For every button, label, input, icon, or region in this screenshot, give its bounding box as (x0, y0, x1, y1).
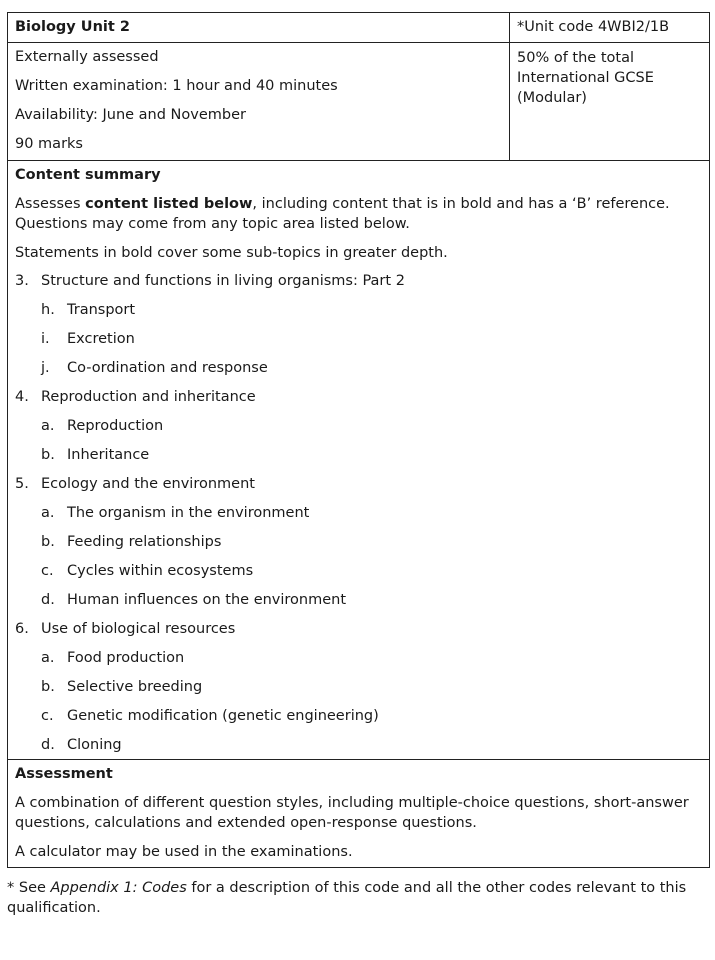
subtopic-item (41, 678, 702, 697)
subtopic-letter: b. (41, 679, 55, 695)
subtopic-text: Cloning (67, 737, 122, 753)
intro-bold-text: content listed below (85, 196, 253, 212)
subtopic-item (41, 562, 702, 581)
footnote-appendix-reference: Appendix 1: Codes (50, 880, 187, 896)
subtopic-text: Genetic modification (genetic engineering) (67, 708, 379, 724)
topic-number: 4. (15, 389, 29, 405)
subtopic-text: Selective breeding (67, 679, 203, 695)
subtopic-item (41, 446, 702, 465)
assessment-title: Assessment (15, 766, 113, 782)
subtopic-text: Excretion (67, 331, 135, 347)
topic-item (15, 272, 702, 291)
marks: 90 marks (15, 136, 83, 152)
subtopic-item (41, 591, 702, 610)
assessment-row (8, 760, 710, 868)
content-intro (15, 194, 702, 234)
subtopic-item (41, 330, 702, 349)
subtopic-text: The organism in the environment (67, 505, 310, 521)
subtopic-item (41, 649, 702, 668)
subtopic-text: Feeding relationships (67, 534, 222, 550)
intro-text: Assesses (15, 196, 86, 212)
topic-item (15, 475, 702, 494)
unit-code: *Unit code 4WBI2/1B (510, 13, 710, 43)
subtopic-letter: h. (41, 302, 55, 318)
topic-title: Reproduction and inheritance (41, 389, 256, 405)
footnote (7, 878, 697, 918)
details-cell (8, 43, 510, 161)
subtopic-letter: d. (41, 592, 55, 608)
exam-duration: Written examination: 1 hour and 40 minutes (15, 78, 338, 94)
subtopic-text: Human influences on the environment (67, 592, 347, 608)
unit-title: Biology Unit 2 (8, 13, 510, 43)
subtopic-text: Reproduction (67, 418, 164, 434)
subtopic-letter: b. (41, 534, 55, 550)
subtopic-item (41, 707, 702, 726)
subtopic-item (41, 533, 702, 552)
subtopic-letter: a. (41, 418, 55, 434)
subtopic-letter: d. (41, 737, 55, 753)
assessment-description: A combination of different question styles, including multiple-choice questions, short-answer questions, calculations and extended open-response questions. (15, 795, 689, 831)
subtopic-text: Food production (67, 650, 185, 666)
subtopic-letter: b. (41, 447, 55, 463)
topic-number: 6. (15, 621, 29, 637)
footnote-prefix: * See (7, 880, 51, 896)
subtopic-letter: a. (41, 650, 55, 666)
footnote-text: for a description of this code and all the other codes relevant to this qualification. (7, 880, 687, 916)
unit-spec-table (7, 12, 710, 868)
subtopic-item (41, 736, 702, 755)
topic-title: Structure and functions in living organisms: Part 2 (41, 273, 405, 289)
content-summary-cell (8, 161, 710, 760)
subtopic-item (41, 417, 702, 436)
topic-title: Use of biological resources (41, 621, 236, 637)
weighting-cell (510, 43, 710, 161)
topic-number: 3. (15, 273, 29, 289)
weighting: 50% of the total International GCSE (Modular) (517, 50, 654, 106)
details-row (8, 43, 710, 161)
topic-title: Ecology and the environment (41, 476, 255, 492)
bold-note: Statements in bold cover some sub-topics in greater depth. (15, 245, 448, 261)
availability: Availability: June and November (15, 107, 246, 123)
content-summary-title: Content summary (15, 167, 161, 183)
subtopic-letter: c. (41, 708, 54, 724)
subtopic-item (41, 359, 702, 378)
subtopic-text: Cycles within ecosystems (67, 563, 254, 579)
topic-number: 5. (15, 476, 29, 492)
content-summary-row (8, 161, 710, 760)
subtopic-letter: j. (41, 360, 50, 376)
subtopic-letter: a. (41, 505, 55, 521)
subtopic-text: Co-ordination and response (67, 360, 268, 376)
subtopic-text: Inheritance (67, 447, 150, 463)
assessment-type: Externally assessed (15, 49, 159, 65)
assessment-cell (8, 760, 710, 868)
topic-item (15, 620, 702, 639)
topic-item (15, 388, 702, 407)
subtopic-text: Transport (67, 302, 136, 318)
subtopic-item (41, 504, 702, 523)
subtopic-item (41, 301, 702, 320)
header-row (8, 13, 710, 43)
subtopic-letter: c. (41, 563, 54, 579)
subtopic-letter: i. (41, 331, 50, 347)
calculator-note: A calculator may be used in the examinations. (15, 844, 353, 860)
intro-text-rest: , including content that is in bold and has a ‘B’ reference. Questions may come from any topic area listed below. (15, 196, 670, 232)
